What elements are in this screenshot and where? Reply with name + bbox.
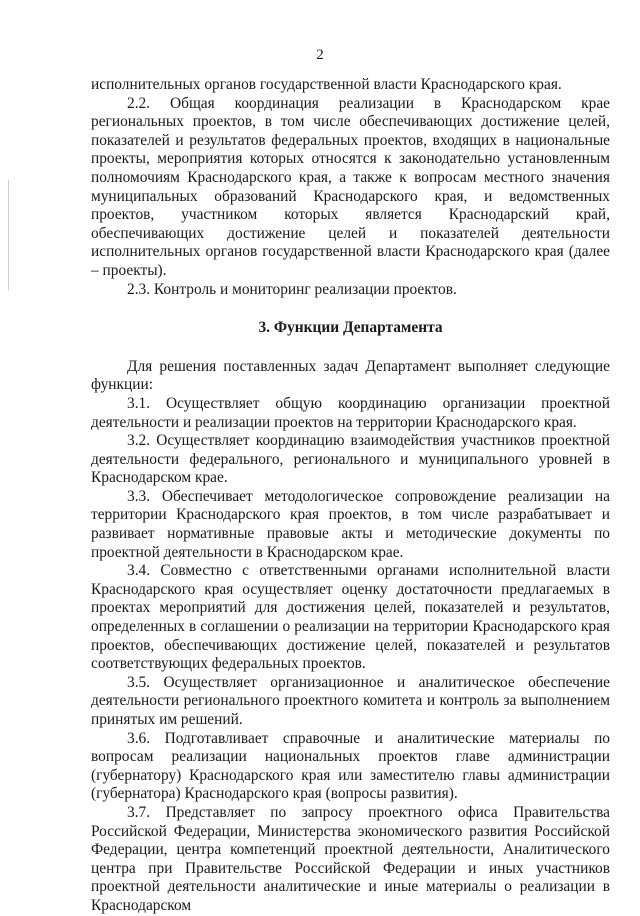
paragraph-intro: Для решения поставленных задач Департамент выполняет следующие функции:	[91, 357, 610, 394]
document-body	[91, 76, 610, 916]
page-number: 2	[316, 47, 324, 63]
paragraph-3-6: 3.6. Подготавливает справочные и аналитические материалы по вопросам реализации национальных проектов главе администрации (губернатору) Краснодарского края или заместителю главы администрации (губернатора) Краснодарского края (вопросы развития).	[91, 729, 610, 803]
paragraph-continuation: исполнительных органов государственной власти Краснодарского края.	[91, 76, 562, 93]
paragraph-3-4: 3.4. Совместно с ответственными органами исполнительной власти Краснодарского края осуществляет оценку достаточности предлагаемых в проектах мероприятий для достижения целей, показателей и результатов, определенных в соглашении о реализации на территории Краснодарского края проектов, обеспечивающих достижение целей, показателей и результатов соответствующих федеральных проектов.	[91, 562, 610, 673]
paragraph-3-3: 3.3. Обеспечивает методологическое сопровождение реализации на территории Краснодарского края проектов, в том числе разрабатывает и развивает нормативные правовые акты и методические документы по проектной деятельности в Краснодарском крае.	[91, 487, 610, 561]
paragraph-2-3: 2.3. Контроль и мониторинг реализации проектов.	[127, 280, 457, 298]
section-heading: 3. Функции Департамента	[258, 319, 443, 337]
paragraph-3-1: 3.1. Осуществляет общую координацию организации проектной деятельности и реализации проектов на территории Краснодарского края.	[91, 394, 610, 431]
paragraph-3-2: 3.2. Осуществляет координацию взаимодействия участников проектной деятельности федерального, регионального и муниципального уровней в Краснодарском крае.	[91, 432, 610, 487]
scan-artifact-line	[8, 180, 9, 290]
paragraph-2-2: 2.2. Общая координация реализации в Краснодарском крае региональных проектов, в том числе обеспечивающих достижение целей, показателей и результатов федеральных проектов, входящих в национальные проекты, мероприятия которых относятся к законодательно установленным полномочиям Краснодарского края, а также к вопросам местного значения муниципальных образований Краснодарского края, и ведомственных проектов, участником которых является Краснодарский край, обеспечивающих достижение целей и показателей деятельности исполнительных органов государственной власти Краснодарского края (далее – проекты).	[91, 94, 610, 279]
paragraph-3-7: 3.7. Представляет по запросу проектного офиса Правительства Российской Федерации, Министерства экономического развития Российской Федерации, центра компетенций проектной деятельности, Аналитического центра при Правительстве Российской Федерации и иных участников проектной деятельности аналитические и иные материалы о реализации в Краснодарском	[91, 803, 610, 914]
paragraph-3-5: 3.5. Осуществляет организационное и аналитическое обеспечение деятельности регионального проектного комитета и контроль за выполнением принятых им решений.	[91, 673, 610, 728]
